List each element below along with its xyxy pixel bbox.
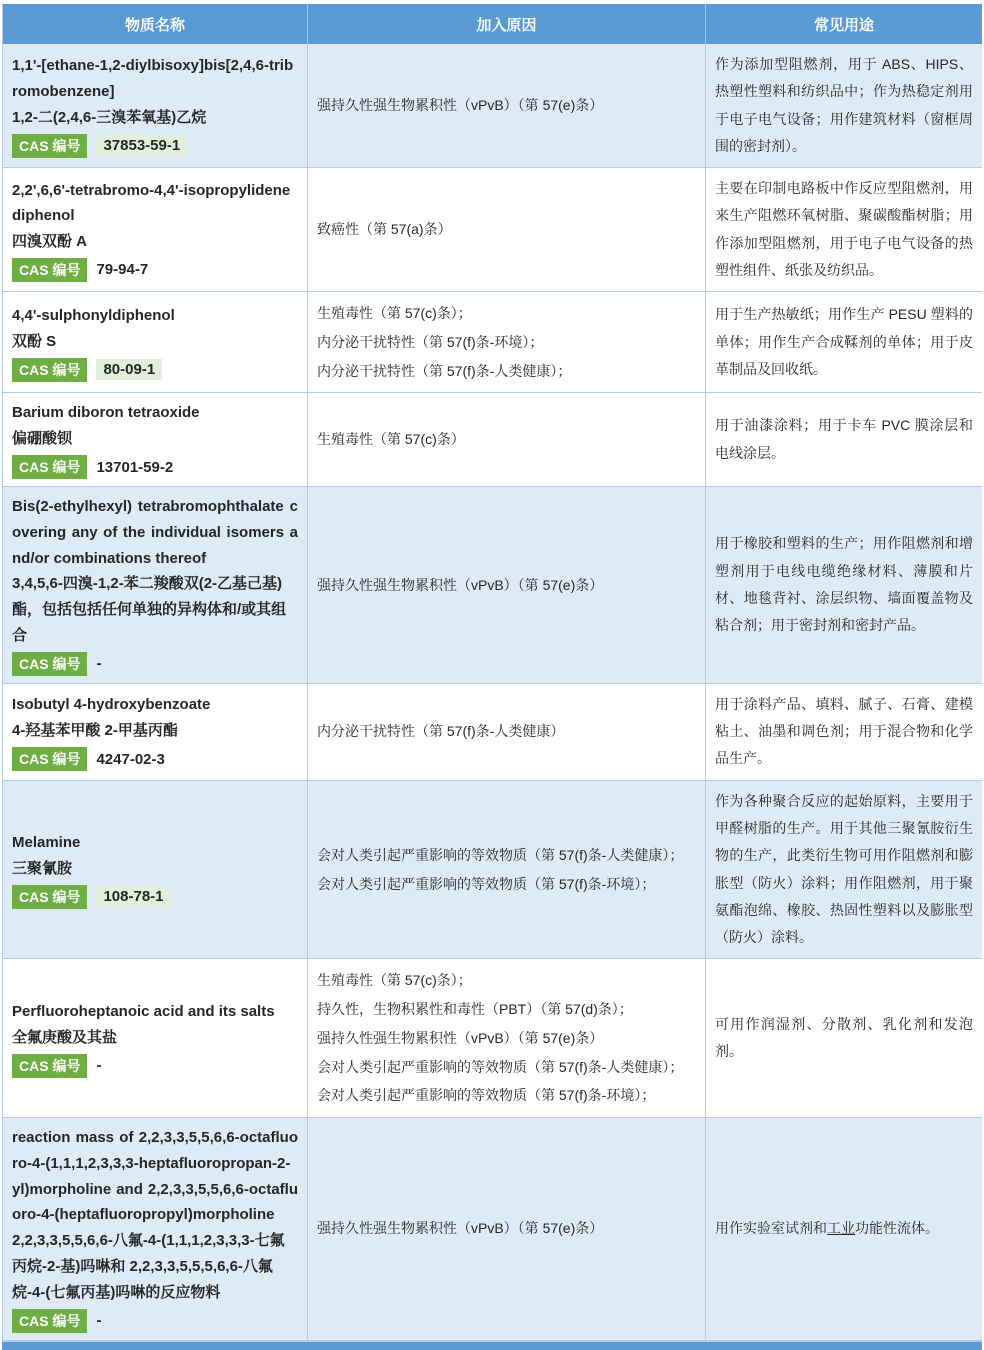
reason-cell <box>308 168 706 292</box>
reason-line: 内分泌干扰特性（第 57(f)条-环境）； <box>317 334 544 351</box>
substance-name-en: 1,1'-[ethane-1,2-diylbisoxy]bis[2,4,6-tribromobenzene] <box>12 57 294 101</box>
cas-label-badge: CAS 编号 <box>12 455 87 479</box>
reason-line: 生殖毒性（第 57(c)条）； <box>317 972 472 989</box>
cas-label-badge: CAS 编号 <box>12 134 87 158</box>
header-cell-inclusion-reason: 加入原因 <box>308 4 706 44</box>
cas-number-line <box>12 258 298 282</box>
use-text: 用于橡胶和塑料的生产；用作阻燃剂和增塑剂用于电线电缆绝缘材料、薄膜和片材、地毯背衬、涂层织物、墙面覆盖物及粘合剂；用于密封剂和密封产品。 <box>715 535 973 634</box>
substance-name-en: Melamine <box>12 834 81 852</box>
use-text: 主要在印制电路板中作反应型阻燃剂，用来生产阻燃环氧树脂、聚碳酸酯树脂；用作添加型阻燃剂，用于电子电气设备的热塑性组件、纸张及纺织品。 <box>715 180 973 279</box>
substance-name-zh: 三聚氰胺 <box>12 860 73 878</box>
substance-name-en: Barium diboron tetraoxide <box>12 404 200 422</box>
reason-line: 强持久性强生物累积性（vPvB）（第 57(e)条） <box>317 576 604 593</box>
table-row <box>3 168 981 292</box>
substance-name-cell <box>3 1118 308 1341</box>
substance-name-zh: 四溴双酚 A <box>12 233 88 251</box>
cas-number: 80-09-1 <box>96 359 162 380</box>
reason-line: 生殖毒性（第 57(c)条）； <box>317 305 472 322</box>
reason-cell <box>308 292 706 393</box>
use-text: 用于生产热敏纸；用作生产 PESU 塑料的单体；用作生产合成鞣剂的单体；用于皮革制品及回收纸。 <box>715 306 973 378</box>
substance-name-zh: 双酚 S <box>12 332 57 350</box>
reason-line: 会对人类引起严重影响的等效物质（第 57(f)条-人类健康）； <box>317 1058 684 1075</box>
substance-name-en: Bis(2-ethylhexyl) tetrabromophthalate covering any of the individual isomers and/or combinations thereof <box>12 498 298 567</box>
cas-number-line <box>12 1054 298 1078</box>
reason-cell <box>308 781 706 960</box>
cas-number: - <box>96 1312 102 1329</box>
cas-number-line <box>12 747 298 771</box>
use-text-segment: 用作实验室试剂和 <box>715 1220 827 1237</box>
substance-name-cell <box>3 684 308 781</box>
use-text: 作为添加型阻燃剂，用于 ABS、HIPS、热塑性塑料和纺织品中；作为热稳定剂用于电子电气设备；用作建筑材料（窗框周围的密封剂）。 <box>715 56 973 154</box>
substance-name-cell <box>3 487 308 684</box>
cas-number-line <box>12 358 298 382</box>
reason-line: 会对人类引起严重影响的等效物质（第 57(f)条-环境）； <box>317 1087 656 1104</box>
use-text <box>715 1215 973 1242</box>
cas-label-badge: CAS 编号 <box>12 1309 87 1333</box>
cas-label-badge: CAS 编号 <box>12 885 87 909</box>
cas-number-line <box>12 134 298 158</box>
next-row-cut-off-bar <box>2 1342 982 1350</box>
cas-number-line <box>12 885 298 909</box>
use-text-underlined-segment: 工业 <box>827 1220 855 1237</box>
reason-cell <box>308 487 706 684</box>
reason-cell <box>308 44 706 168</box>
cas-number: 79-94-7 <box>96 261 149 279</box>
svhc-substance-table <box>2 4 982 1342</box>
substance-name-cell <box>3 393 308 487</box>
reason-cell <box>308 684 706 781</box>
substance-name-en: Isobutyl 4-hydroxybenzoate <box>12 696 211 714</box>
substance-name-cell <box>3 292 308 393</box>
reason-line: 会对人类引起严重影响的等效物质（第 57(f)条-环境）； <box>317 875 656 892</box>
cas-number: 4247-02-3 <box>96 750 165 768</box>
cas-label-badge: CAS 编号 <box>12 258 87 282</box>
use-cell <box>706 487 982 684</box>
use-cell <box>706 44 982 168</box>
cas-label-badge: CAS 编号 <box>12 652 87 676</box>
reason-line: 内分泌干扰特性（第 57(f)条-人类健康） <box>317 723 565 740</box>
cas-number-line <box>12 652 298 676</box>
substance-name-en: 2,2',6,6'-tetrabromo-4,4'-isopropylidenediphenol <box>12 181 291 225</box>
substance-name-zh: 4-羟基苯甲酸 2-甲基丙酯 <box>12 722 178 740</box>
use-cell <box>706 1118 982 1341</box>
cas-label-badge: CAS 编号 <box>12 1054 87 1078</box>
cas-number: - <box>96 655 102 673</box>
substance-name-en: reaction mass of 2,2,3,3,5,5,6,6-octafluoro-4-(1,1,1,2,3,3,3-heptafluoropropan-2-yl)morpholine and 2,2,3,3,5,5,6,6-octafluoro-4-(heptafluoropropyl)morpholine <box>12 1128 298 1224</box>
cas-label-badge: CAS 编号 <box>12 358 87 382</box>
cas-number: 37853-59-1 <box>96 135 187 156</box>
use-text-segment: 功能性流体。 <box>855 1220 939 1237</box>
table-row <box>3 781 981 960</box>
cas-number-line <box>12 1309 298 1333</box>
table-row <box>3 44 981 168</box>
cas-number: 108-78-1 <box>96 886 170 907</box>
table-header-row <box>3 4 981 44</box>
header-cell-common-uses: 常见用途 <box>706 4 982 44</box>
use-text: 作为各种聚合反应的起始原料，主要用于甲醛树脂的生产。用于其他三聚氰胺衍生物的生产，此类衍生物可用作阻燃剂和膨胀型（防火）涂料；用作阻燃剂，用于聚氨酯泡绵、橡胶、热固性塑料以及膨胀型（防火）涂料。 <box>715 792 973 946</box>
substance-name-zh: 3,4,5,6-四溴-1,2-苯二羧酸双(2-乙基己基)酯，包括包括任何单独的异构体和/或其组合 <box>12 575 287 645</box>
use-cell <box>706 781 982 960</box>
use-cell <box>706 393 982 487</box>
substance-name-zh: 2,2,3,3,5,5,6,6-八氟-4-(1,1,1,2,3,3,3-七氟丙烷-2-基)吗啉和 2,2,3,3,5,5,5,6,6-八氟烷-4-(七氟丙基)吗啉的反应物料 <box>12 1232 285 1301</box>
reason-line: 持久性，生物积累性和毒性（PBT）（第 57(d)条）； <box>317 1001 633 1018</box>
cas-number: 13701-59-2 <box>96 458 174 476</box>
substance-name-en: Perfluoroheptanoic acid and its salts <box>12 1002 275 1020</box>
reason-line: 会对人类引起严重影响的等效物质（第 57(f)条-人类健康）； <box>317 846 684 863</box>
table-row <box>3 292 981 393</box>
use-text: 用于涂料产品、填料、腻子、石膏、建模粘土、油墨和调色剂；用于混合物和化学品生产。 <box>715 695 973 767</box>
cas-number: - <box>96 1057 102 1074</box>
substance-name-cell <box>3 959 308 1117</box>
reason-line: 强持久性强生物累积性（vPvB）（第 57(e)条） <box>317 1220 604 1237</box>
reason-line: 内分泌干扰特性（第 57(f)条-人类健康）； <box>317 362 572 379</box>
table-row <box>3 684 981 781</box>
reason-line: 强持久性强生物累积性（vPvB）（第 57(e)条） <box>317 1029 604 1046</box>
use-text: 用于油漆涂料；用于卡车 PVC 膜涂层和电线涂层。 <box>715 417 973 461</box>
use-text: 可用作润湿剂、分散剂、乳化剂和发泡剂。 <box>715 1015 973 1060</box>
substance-name-cell <box>3 44 308 168</box>
cas-label-badge: CAS 编号 <box>12 747 87 771</box>
table-row <box>3 393 981 487</box>
reason-line: 生殖毒性（第 57(c)条） <box>317 431 465 448</box>
use-cell <box>706 168 982 292</box>
reason-line: 致癌性（第 57(a)条） <box>317 221 452 238</box>
table-row <box>3 1118 981 1341</box>
reason-line: 强持久性强生物累积性（vPvB）（第 57(e)条） <box>317 97 604 114</box>
reason-cell <box>308 393 706 487</box>
table-row <box>3 487 981 684</box>
use-cell <box>706 959 982 1117</box>
use-cell <box>706 684 982 781</box>
substance-name-zh: 全氟庚酸及其盐 <box>12 1028 118 1046</box>
substance-name-zh: 1,2-二(2,4,6-三溴苯氧基)乙烷 <box>12 108 207 126</box>
substance-name-en: 4,4'-sulphonyldiphenol <box>12 307 175 325</box>
reason-cell <box>308 959 706 1117</box>
table-row <box>3 959 981 1117</box>
header-cell-substance-name: 物质名称 <box>3 4 308 44</box>
reason-cell <box>308 1118 706 1341</box>
cas-number-line <box>12 455 298 479</box>
use-cell <box>706 292 982 393</box>
substance-name-cell <box>3 168 308 292</box>
substance-name-zh: 偏硼酸钡 <box>12 430 73 448</box>
substance-name-cell <box>3 781 308 960</box>
